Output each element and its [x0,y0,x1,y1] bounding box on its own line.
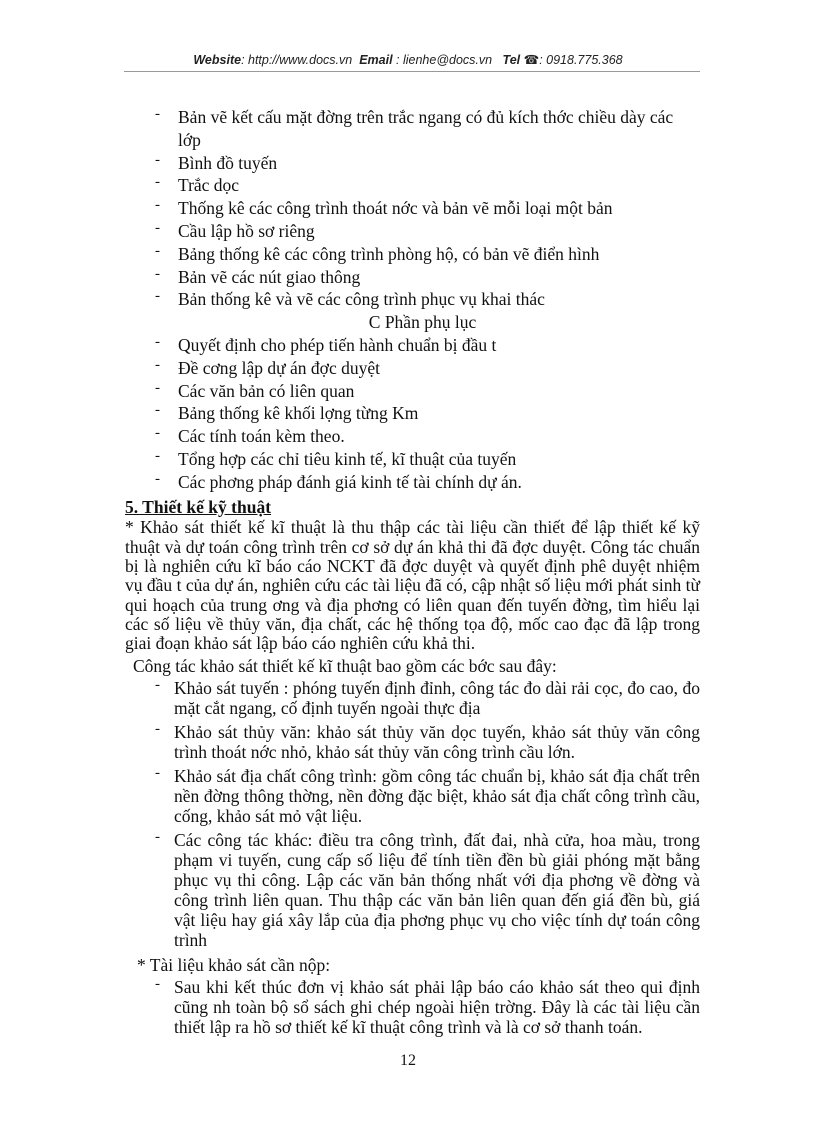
header-divider [124,71,700,72]
list-item: - Sau khi kết thúc đơn vị khảo sát phải lập báo cáo khảo sát theo qui định cũng nh toàn bộ sổ sách ghi chép ngoài hiện trờng. Đây là các tài liệu cần thiết lập ra hồ sơ thiết kế kĩ thuật công trình và là cơ sở thanh toán. [125,977,700,1037]
page-header [0,52,816,67]
section-c-heading: C Phần phụ lục [368,312,477,333]
list-item: - Khảo sát tuyến : phóng tuyến định đỉnh, công tác đo dài rải cọc, đo cao, đo mặt cắt ngang, cố định tuyến ngoài thực địa [125,678,700,718]
list-item: - Trắc dọc [125,174,700,197]
list-item: - Bản vẽ kết cấu mặt đờng trên trắc ngang có đủ kích thớc chiều dày các lớp [125,106,700,152]
appendix-list [125,334,700,494]
list-item: - Các công tác khác: điều tra công trình, đất đai, nhà cửa, hoa màu, trong phạm vi tuyến, cung cấp số liệu để tính tiền đền bù giải phóng mặt bằng phục vụ thi công. Lập các văn bản thống nhất với địa phơng về đờng và công trình liên quan. Thu thập các văn bản liên quan đến giá đền bù, giá vật liệu hay giá xây lắp của địa phơng phục vụ cho việc tính dự toán công trình [125,830,700,950]
list-item: - Khảo sát thủy văn: khảo sát thủy văn dọc tuyến, khảo sát thủy văn công trình thoát nớc nhỏ, khảo sát thủy văn công trình cầu lớn. [125,722,700,762]
intro-paragraph: * Khảo sát thiết kế kĩ thuật là thu thập các tài liệu cần thiết để lập thiết kế kỹ thuật và dự toán công trình trên cơ sở dự án khả thi đã đợc duyệt. Công tác chuẩn bị là nghiên cứu kĩ báo cáo NCKT đã đợc duyệt và quyết định phê duyệt nhiệm vụ đầu t của dự án, nghiên cứu các tài liệu đã có, cập nhật số liệu mới phát sinh từ qui hoạch của trung ơng và địa phơng có liên quan đến tuyến đờng, tìm hiểu lại các số liệu về thủy văn, địa chất, các hệ thống tọa độ, mốc cao đạc đã lập trong giai đoạn khảo sát lập báo cáo nghiên cứu khả thi. [125,517,700,654]
list-item: - Thống kê các công trình thoát nớc và bản vẽ mỗi loại một bản [125,197,700,220]
list-item: - Các phơng pháp đánh giá kinh tế tài chính dự án. [125,471,700,494]
drawings-list [125,106,700,311]
steps-intro: Công tác khảo sát thiết kế kĩ thuật bao gồm các bớc sau đây: [133,656,557,677]
list-item: - Tổng hợp các chỉ tiêu kinh tế, kĩ thuật của tuyến [125,448,700,471]
list-item: - Quyết định cho phép tiến hành chuẩn bị đầu t [125,334,700,357]
list-item: - Bảng thống kê khối lợng từng Km [125,402,700,425]
page-number: 12 [400,1052,416,1069]
list-item: - Bản vẽ các nút giao thông [125,266,700,289]
list-item: - Bình đồ tuyến [125,152,700,175]
website-label: Website [193,53,242,67]
list-item: - Khảo sát địa chất công trình: gồm công tác chuẩn bị, khảo sát địa chất trên nền đờng thông thờng, nền đờng đặc biệt, khảo sát địa chất công trình cầu, cống, khảo sát mỏ vật liệu. [125,766,700,826]
section-5-heading: 5. Thiết kế kỹ thuật [125,496,272,517]
required-docs-list [125,977,700,1037]
phone-icon: ☎ [523,53,540,67]
document-body [125,106,700,1041]
required-docs-heading: * Tài liệu khảo sát cần nộp: [137,955,331,976]
list-item: - Các tính toán kèm theo. [125,425,700,448]
list-item: - Bảng thống kê các công trình phòng hộ, có bản vẽ điển hình [125,243,700,266]
website-value[interactable]: : http://www.docs.vn [241,53,353,67]
list-item: - Cầu lập hồ sơ riêng [125,220,700,243]
email-value[interactable]: : lienhe@docs.vn [396,53,493,67]
tel-value: : 0918.775.368 [539,53,623,67]
email-label: Email [359,53,393,67]
survey-steps-list [125,678,700,950]
list-item: - Các văn bản có liên quan [125,380,700,403]
list-item: - Đề cơng lập dự án đợc duyệt [125,357,700,380]
list-item: - Bản thống kê và vẽ các công trình phục vụ khai thác [125,288,700,311]
tel-label: Tel [502,53,521,67]
